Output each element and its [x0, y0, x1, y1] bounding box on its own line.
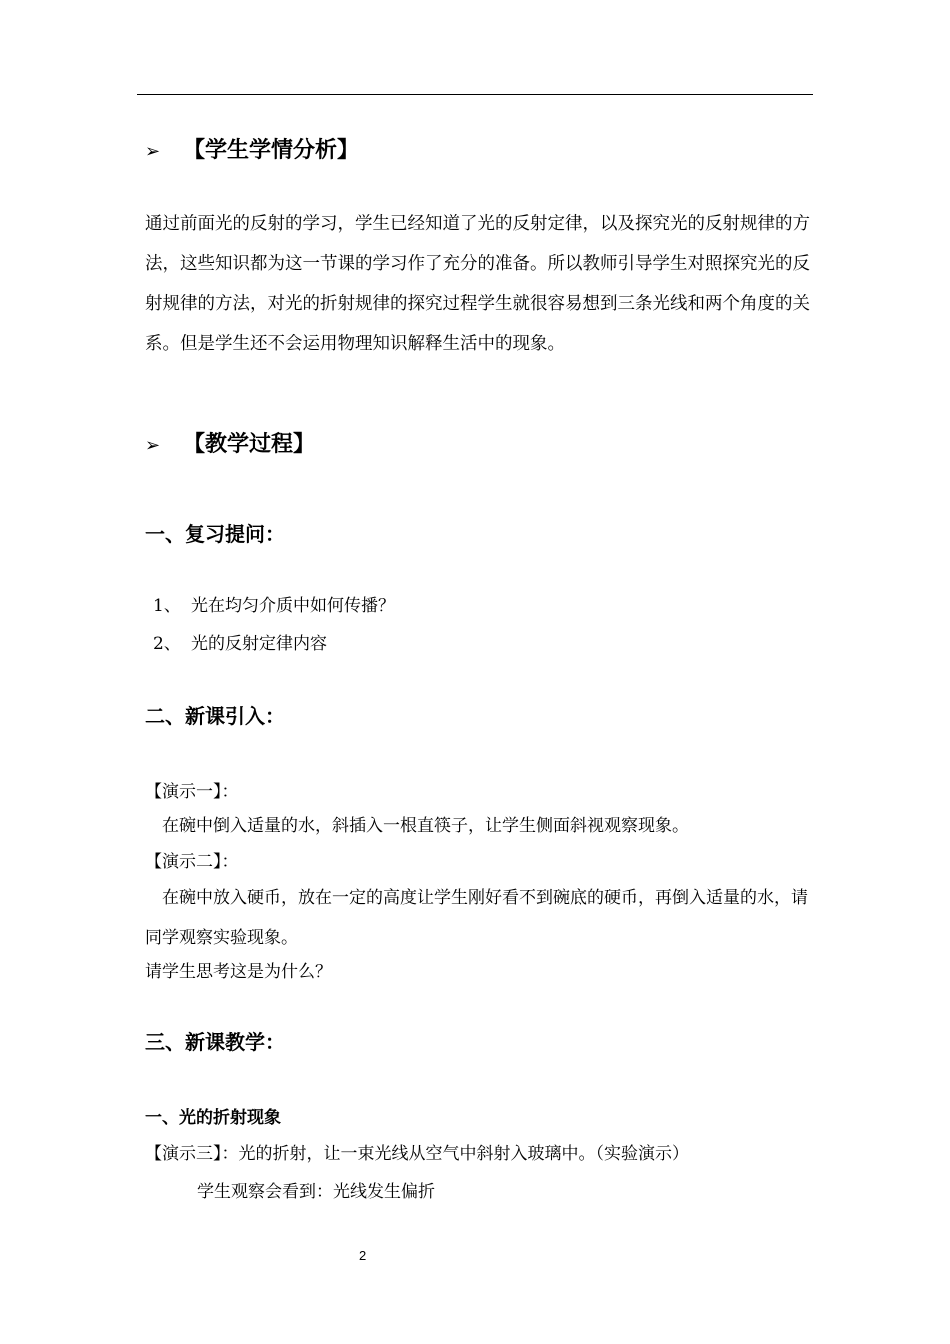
demo1-text: 在碗中倒入适量的水，斜插入一根直筷子，让学生侧面斜视观察现象。	[162, 816, 689, 836]
list-number: 1、	[153, 596, 181, 616]
demo3-text: ：光的折射，让一束光线从空气中斜射入玻璃中。（实验演示）	[221, 1144, 689, 1164]
page-number: 2	[359, 1248, 367, 1263]
section-title: 【学生学情分析】	[183, 138, 360, 163]
list-number: 2、	[153, 634, 181, 654]
demo2-label: 【演示二】：	[145, 852, 239, 872]
list-item	[153, 632, 327, 656]
section-heading-teaching-process	[145, 430, 315, 461]
section-heading-student-analysis	[145, 136, 359, 167]
observation-text: 学生观察会看到：光线发生偏折	[197, 1182, 435, 1202]
refraction-subheading: 一、光的折射现象	[145, 1108, 281, 1128]
student-analysis-paragraph: 通过前面光的反射的学习，学生已经知道了光的反射定律，以及探究光的反射规律的方法，这些知识都为这一节课的学习作了充分的准备。所以教师引导学生对照探究光的反射规律的方法，对光的折射规律的探究过程学生就很容易想到三条光线和两个角度的关系。但是学生还不会运用物理知识解释生活中的现象。	[145, 214, 810, 354]
demo1-label: 【演示一】：	[145, 782, 239, 802]
demo3-line	[145, 1142, 689, 1166]
header-rule	[137, 94, 813, 95]
intro-heading: 二、新课引入：	[145, 704, 285, 728]
list-text: 光的反射定律内容	[191, 634, 327, 654]
list-text: 光在均匀介质中如何传播？	[191, 596, 395, 616]
demo2-text: 在碗中放入硬币，放在一定的高度让学生刚好看不到碗底的硬币，再倒入适量的水，请同学观察实验现象。	[145, 888, 808, 948]
section-title: 【教学过程】	[183, 432, 316, 457]
demo3-label: 【演示三】	[145, 1144, 222, 1164]
arrow-bullet-icon: ➢	[145, 435, 161, 456]
question-text: 请学生思考这是为什么？	[145, 962, 332, 982]
review-heading: 一、复习提问：	[145, 522, 285, 546]
list-item	[153, 594, 395, 618]
new-lesson-heading: 三、新课教学：	[145, 1030, 285, 1054]
arrow-bullet-icon: ➢	[145, 141, 161, 162]
